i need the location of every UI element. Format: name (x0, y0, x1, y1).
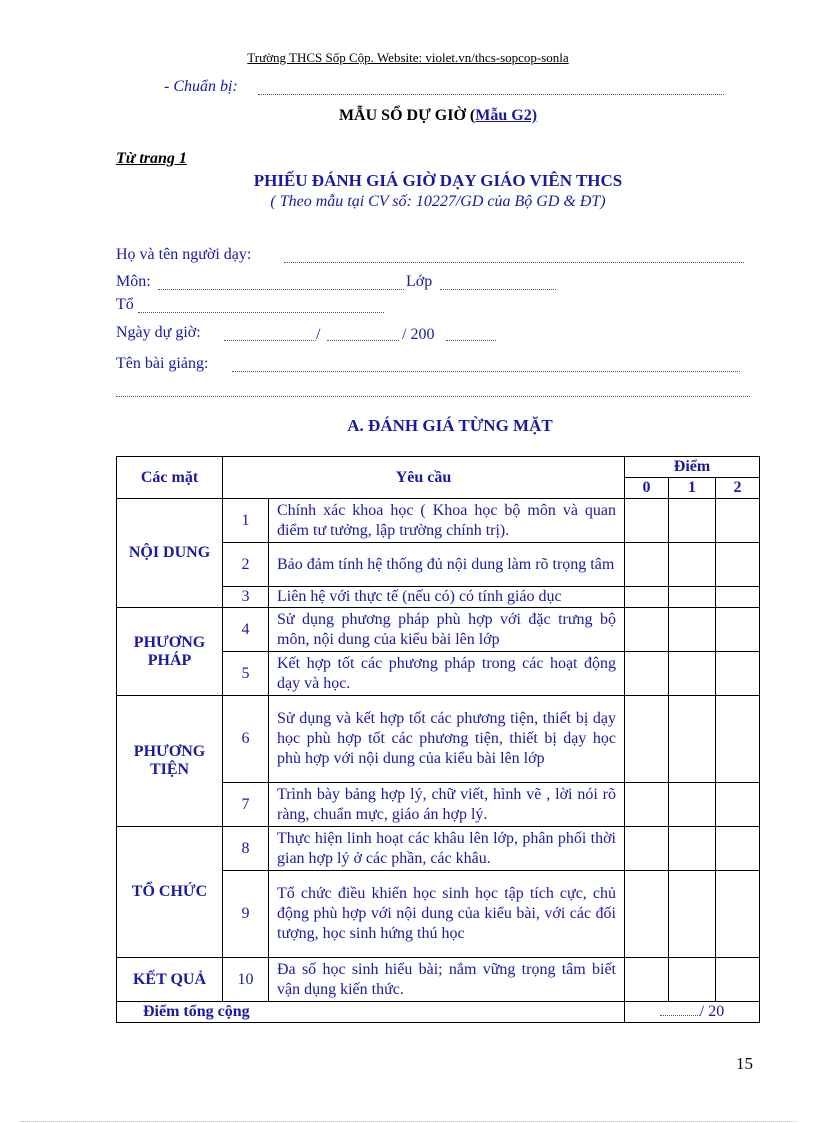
score-cell-1[interactable] (669, 783, 716, 827)
ngay-month-field[interactable] (327, 340, 399, 341)
ho-ten-label: Họ và tên người dạy: (116, 246, 252, 263)
ten-bai-field[interactable] (232, 371, 740, 372)
row-requirement: Chính xác khoa học ( Khoa học bộ môn và quan điểm tư tưởng, lập trường chính trị). (269, 499, 625, 543)
form-code-link[interactable]: Mẫu G2) (475, 107, 538, 124)
score-cell-2[interactable] (716, 543, 760, 587)
row-number: 8 (223, 827, 269, 871)
table-row (117, 827, 760, 871)
score-cell-1[interactable] (669, 696, 716, 783)
score-cell-1[interactable] (669, 958, 716, 1002)
score-cell-2[interactable] (716, 827, 760, 871)
chuan-bi-label: - Chuẩn bị: (164, 78, 238, 95)
score-cell-2[interactable] (716, 587, 760, 608)
ngay-year-field[interactable] (446, 340, 496, 341)
ten-bai-label: Tên bài giảng: (116, 355, 209, 372)
row-requirement: Trình bày bảng hợp lý, chữ viết, hình vẽ , lời nói rõ ràng, chuẩn mực, giáo án hợp lý. (269, 783, 625, 827)
ten-bai-field-2[interactable] (116, 396, 750, 397)
ngay-slash-year: / 200 (402, 326, 435, 343)
total-label: Điểm tổng cộng (117, 1002, 625, 1023)
table-row (117, 608, 760, 652)
group-phuong-phap: PHƯƠNG PHÁP (117, 608, 223, 696)
row-requirement: Thực hiện linh hoạt các khâu lên lớp, phân phối thời gian hợp lý ở các phần, các khâu. (269, 827, 625, 871)
score-cell-0[interactable] (625, 543, 669, 587)
ho-ten-field[interactable] (284, 262, 744, 263)
to-field[interactable] (138, 312, 384, 313)
score-cell-1[interactable] (669, 587, 716, 608)
score-cell-1[interactable] (669, 499, 716, 543)
page-number: 15 (736, 1054, 753, 1073)
score-cell-2[interactable] (716, 608, 760, 652)
table-row (117, 958, 760, 1002)
score-cell-0[interactable] (625, 587, 669, 608)
score-cell-2[interactable] (716, 871, 760, 958)
score-cell-1[interactable] (669, 652, 716, 696)
table-row (117, 696, 760, 783)
section-a-title: A. ĐÁNH GIÁ TỪNG MẶT (347, 416, 553, 435)
form-title (0, 107, 816, 125)
page-header: Trường THCS Sốp Cộp. Website: violet.vn/thcs-sopcop-sonla (247, 50, 569, 65)
row-number: 7 (223, 783, 269, 827)
row-requirement: Sử dụng và kết hợp tốt các phương tiện, thiết bị dạy học phù hợp tốt các phương tiện, thiết bị dạy học phù hợp với nội dung của kiểu bài lên lớp (269, 696, 625, 783)
row-number: 1 (223, 499, 269, 543)
group-phuong-tien: PHƯƠNG TIỆN (117, 696, 223, 827)
lop-field[interactable] (440, 289, 556, 290)
chuan-bi-line (258, 94, 724, 95)
table-row (117, 499, 760, 543)
score-header-2: 2 (716, 478, 760, 499)
score-cell-0[interactable] (625, 958, 669, 1002)
tu-trang-label: Từ trang 1 (116, 150, 187, 167)
row-number: 10 (223, 958, 269, 1002)
ngay-day-field[interactable] (224, 340, 316, 341)
score-cell-2[interactable] (716, 783, 760, 827)
row-number: 2 (223, 543, 269, 587)
score-header-1: 1 (669, 478, 716, 499)
ngay-label: Ngày dự giờ: (116, 324, 201, 341)
total-row (117, 1002, 760, 1023)
row-requirement: Sử dụng phương pháp phù hợp với đặc trưng bộ môn, nội dung của kiểu bài lên lớp (269, 608, 625, 652)
mon-field[interactable] (158, 289, 404, 290)
lop-label: Lớp (406, 273, 433, 290)
total-score-value: / 20 (699, 1003, 725, 1020)
group-ket-qua: KẾT QUẢ (117, 958, 223, 1002)
group-to-chuc: TỔ CHỨC (117, 827, 223, 958)
row-requirement: Bảo đảm tính hệ thống đủ nội dung làm rõ trọng tâm (269, 543, 625, 587)
score-cell-2[interactable] (716, 652, 760, 696)
phieu-title: PHIẾU ĐÁNH GIÁ GIỜ DẠY GIÁO VIÊN THCS (253, 171, 623, 190)
ngay-slash-1: / (316, 326, 321, 343)
score-cell-1[interactable] (669, 871, 716, 958)
score-cell-0[interactable] (625, 696, 669, 783)
row-number: 9 (223, 871, 269, 958)
score-cell-2[interactable] (716, 696, 760, 783)
group-noi-dung: NỘI DUNG (117, 499, 223, 608)
score-cell-0[interactable] (625, 783, 669, 827)
score-header-0: 0 (625, 478, 669, 499)
total-score[interactable] (625, 1002, 760, 1023)
total-score-blank[interactable] (660, 1015, 700, 1016)
footer-divider (20, 1121, 796, 1122)
row-requirement: Đa số học sinh hiểu bài; nắm vững trọng tâm biết vận dụng kiến thức. (269, 958, 625, 1002)
evaluation-table (116, 456, 760, 1023)
form-title-open: ( (469, 107, 476, 124)
score-cell-2[interactable] (716, 499, 760, 543)
score-cell-0[interactable] (625, 499, 669, 543)
score-cell-0[interactable] (625, 871, 669, 958)
score-cell-2[interactable] (716, 958, 760, 1002)
score-cell-0[interactable] (625, 608, 669, 652)
row-requirement: Kết hợp tốt các phương pháp trong các hoạt động dạy và học. (269, 652, 625, 696)
row-number: 4 (223, 608, 269, 652)
score-cell-1[interactable] (669, 543, 716, 587)
to-label: Tổ (116, 296, 134, 313)
header-cac-mat: Các mặt (117, 457, 223, 499)
header-yeu-cau: Yêu cầu (223, 457, 625, 499)
mon-label: Môn: (116, 273, 151, 290)
theo-mau-subtitle: ( Theo mẫu tại CV số: 10227/GD của Bộ GD & ĐT) (270, 193, 606, 210)
form-title-prefix: MẪU SỔ DỰ GIỜ (338, 107, 466, 124)
score-cell-0[interactable] (625, 827, 669, 871)
header-diem: Điểm (625, 457, 760, 478)
row-requirement: Liên hệ với thực tế (nếu có) có tính giáo dục (269, 587, 625, 608)
score-cell-0[interactable] (625, 652, 669, 696)
row-requirement: Tổ chức điều khiển học sinh học tập tích cực, chủ động phù hợp với nội dung của kiểu bài, với các đối tượng, học sinh hứng thú học (269, 871, 625, 958)
score-cell-1[interactable] (669, 827, 716, 871)
score-cell-1[interactable] (669, 608, 716, 652)
row-number: 3 (223, 587, 269, 608)
row-number: 6 (223, 696, 269, 783)
row-number: 5 (223, 652, 269, 696)
